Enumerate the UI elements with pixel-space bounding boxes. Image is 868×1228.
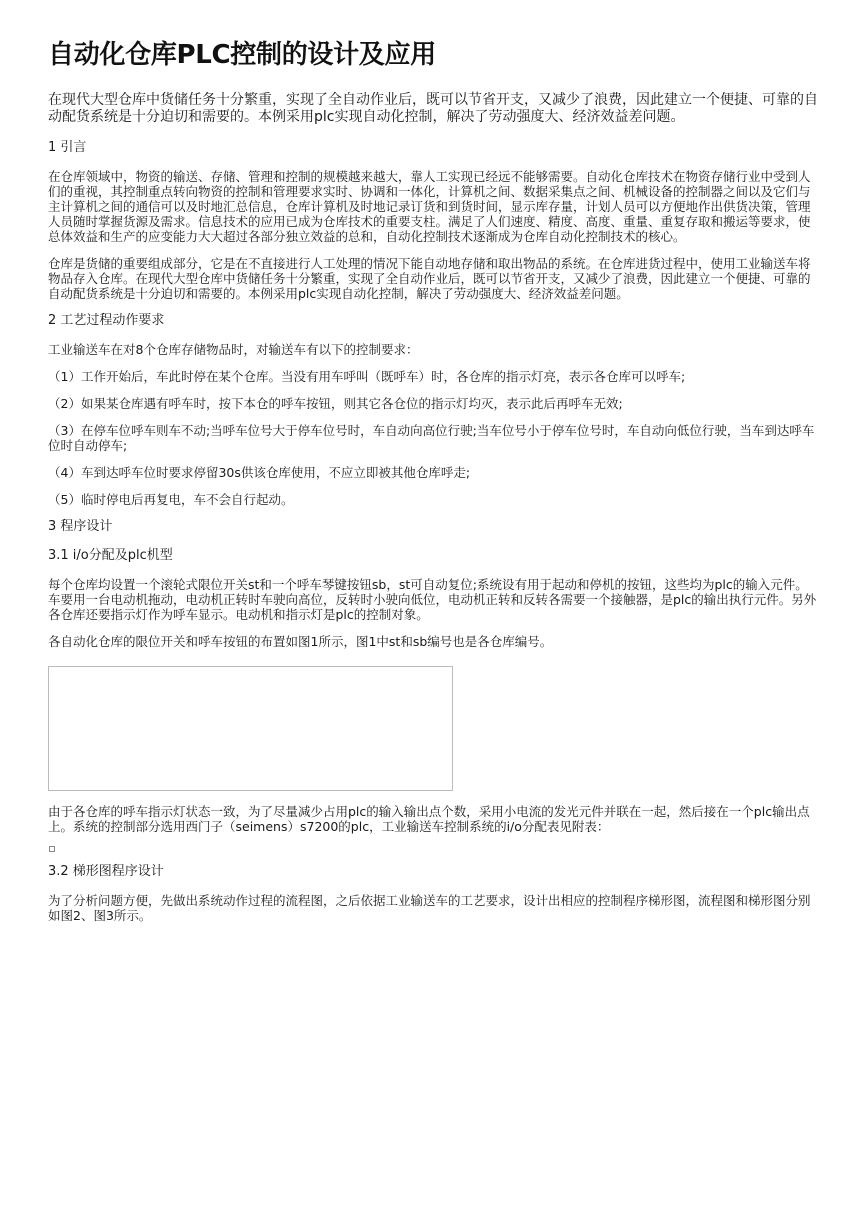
- paragraph-io-3: 由于各仓库的呼车指示灯状态一致，为了尽量减少占用plc的输入输出点个数，采用小电流的发光元件并联在一起，然后接在一个plc输出点上。系统的控制部分选用西门子（seimens）s7200的plc，工业输送车控制系统的i/o分配表见附表：: [48, 804, 810, 834]
- paragraph-intro-1: 在仓库领域中，物资的输送、存储、管理和控制的规模越来越大，靠人工实现已经远不能够需要。自动化仓库技术在物资存储行业中受到人们的重视，其控制重点转向物资的控制和管理要求实时、协调和一体化，计算机之间、数据采集点之间、机械设备的控制器之间以及它们与主计算机之间的通信可以及时地汇总信息，仓库计算机及时地记录订货和到货时间，显示库存量，计划人员可以方便地作出供货决策，管理人员随时掌握货源及需求。信息技术的应用已成为仓库技术的重要支柱。满足了人们速度、精度、高度、重量、重复存取和搬运等要求，使总体效益和生产的应变能力大大超过各部分独立效益的总和，自动化控制技术逐渐成为仓库自动化控制技术的核心。: [48, 169, 811, 244]
- subsection-heading-io: 3.1 i/o分配及plc机型: [48, 548, 173, 563]
- requirement-4: （4）车到达呼车位时要求停留30s供该仓库使用，不应立即被其他仓库呼走;: [48, 465, 471, 480]
- article-title: 自动化仓库PLC控制的设计及应用: [48, 40, 436, 70]
- requirement-5: （5）临时停电后再复电，车不会自行起动。: [48, 492, 294, 507]
- requirement-3: （3）在停车位呼车则车不动;当呼车位号大于停车位号时，车自动向高位行驶;当车位号小于停车位号时，车自动向低位行驶，当车到达呼车位时自动停车;: [48, 423, 815, 453]
- requirement-1: （1）工作开始后，车此时停在某个仓库。当没有用车呼叫（既呼车）时，各仓库的指示灯亮，表示各仓库可以呼车;: [48, 369, 686, 384]
- paragraph-intro-2: 仓库是货储的重要组成部分，它是在不直接进行人工处理的情况下能自动地存储和取出物品的系统。在仓库进货过程中，使用工业输送车将物品存入仓库。在现代大型仓库中货储任务十分繁重，实现了全自动作业后，既可以节省开支，又减少了浪费，因此建立一个便捷、可靠的自动配货系统是十分迫切和需要的。本例采用plc实现自动化控制，解决了劳动强度大、经济效益差问题。: [48, 256, 811, 301]
- table-image-placeholder: [49, 846, 55, 852]
- section-heading-process: 2 工艺过程动作要求: [48, 313, 165, 328]
- section-heading-intro: 1 引言: [48, 140, 87, 155]
- article-lead: 在现代大型仓库中货储任务十分繁重，实现了全自动作业后，既可以节省开支，又减少了浪费，因此建立一个便捷、可靠的自动配货系统是十分迫切和需要的。本例采用plc实现自动化控制，解决了劳动强度大、经济效益差问题。: [48, 92, 818, 125]
- paragraph-io-1: 每个仓库均设置一个滚轮式限位开关st和一个呼车琴键按钮sb，st可自动复位;系统设有用于起动和停机的按钮，这些均为plc的输入元件。车要用一台电动机拖动，电动机正转时车驶向高位，反转时小驶向低位，电动机正转和反转各需要一个接触器，是plc的输出执行元件。另外各仓库还要指示灯作为呼车显示。电动机和指示灯是plc的控制对象。: [48, 577, 817, 622]
- paragraph-process: 工业输送车在对8个仓库存储物品时，对输送车有以下的控制要求：: [48, 342, 419, 357]
- requirement-2: （2）如果某仓库遇有呼车时，按下本仓的呼车按钮，则其它各仓位的指示灯均灭，表示此后再呼车无效;: [48, 396, 623, 411]
- subsection-heading-ladder: 3.2 梯形图程序设计: [48, 864, 164, 879]
- paragraph-io-2: 各自动化仓库的限位开关和呼车按钮的布置如图1所示，图1中st和sb编号也是各仓库编号。: [48, 634, 553, 649]
- section-heading-program: 3 程序设计: [48, 519, 113, 534]
- figure-1-placeholder-image: [48, 666, 453, 791]
- paragraph-ladder: 为了分析问题方便，先做出系统动作过程的流程图，之后依据工业输送车的工艺要求，设计出相应的控制程序梯形图，流程图和梯形图分别如图2、图3所示。: [48, 893, 811, 923]
